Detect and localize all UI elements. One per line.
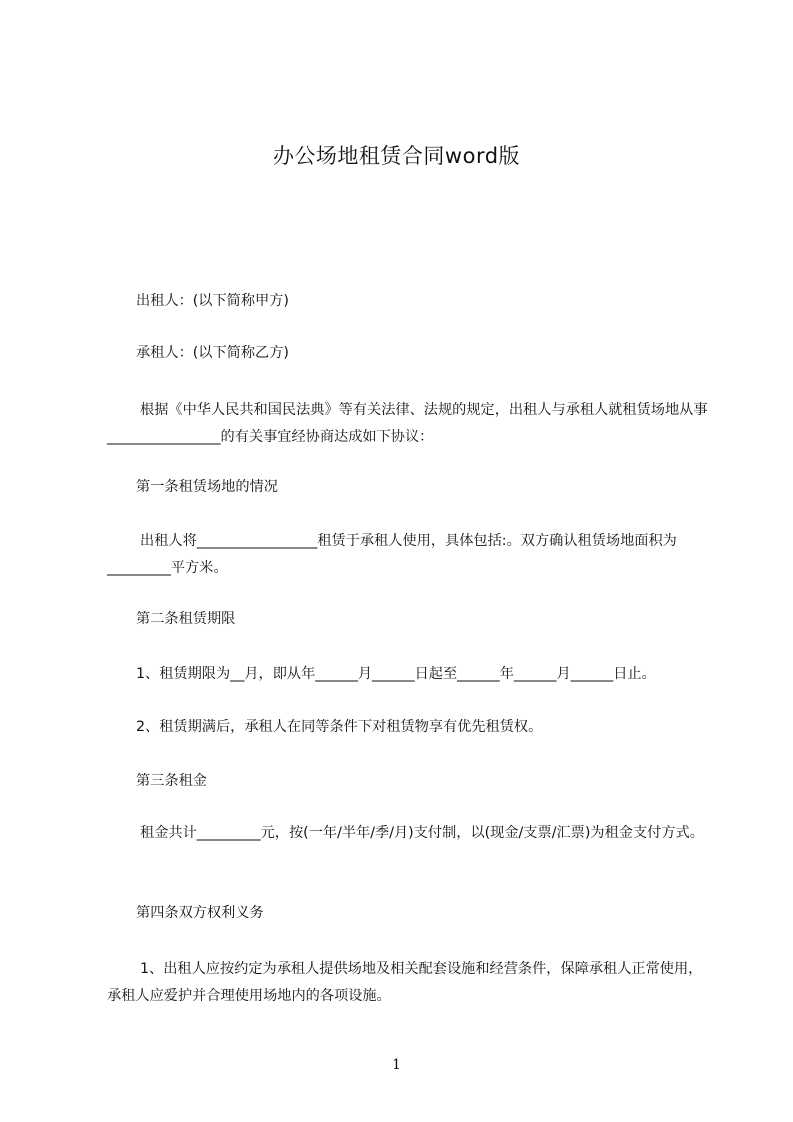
lessee-line: 承租人：(以下简称乙方) (136, 345, 289, 361)
article2-heading: 第二条租赁期限 (136, 611, 236, 627)
article2-item1: 1、租赁期限为__月，即从年______月______日起至______年______月______日止。 (136, 666, 656, 682)
article1-heading: 第一条租赁场地的情况 (136, 479, 278, 495)
page-number: 1 (392, 1057, 401, 1073)
document-title: 办公场地租赁合同word版 (272, 144, 521, 168)
article1-body: 出租人将_________________租赁于承租人使用，具体包括:。双方确认租赁场地面积为_________平方米。 (107, 533, 677, 576)
article2-item2: 2、租赁期满后，承租人在同等条件下对租赁物享有优先租赁权。 (136, 719, 543, 735)
article4-item1: 1、出租人应按约定为承租人提供场地及相关配套设施和经营条件，保障承租人正常使用，承租人应爱护并合理使用场地内的各项设施。 (107, 961, 703, 1004)
article3-heading: 第三条租金 (136, 773, 207, 789)
article4-heading: 第四条双方权利义务 (136, 905, 264, 921)
preamble-paragraph: 根据《中华人民共和国民法典》等有关法律、法规的规定，出租人与承租人就租赁场地从事________________的有关事宜经协商达成如下协议： (107, 402, 708, 445)
lessor-line: 出租人：(以下简称甲方) (136, 293, 289, 309)
article3-body: 租金共计_________元，按(一年/半年/季/月)支付制，以(现金/支票/汇票)为租金支付方式。 (140, 825, 704, 841)
